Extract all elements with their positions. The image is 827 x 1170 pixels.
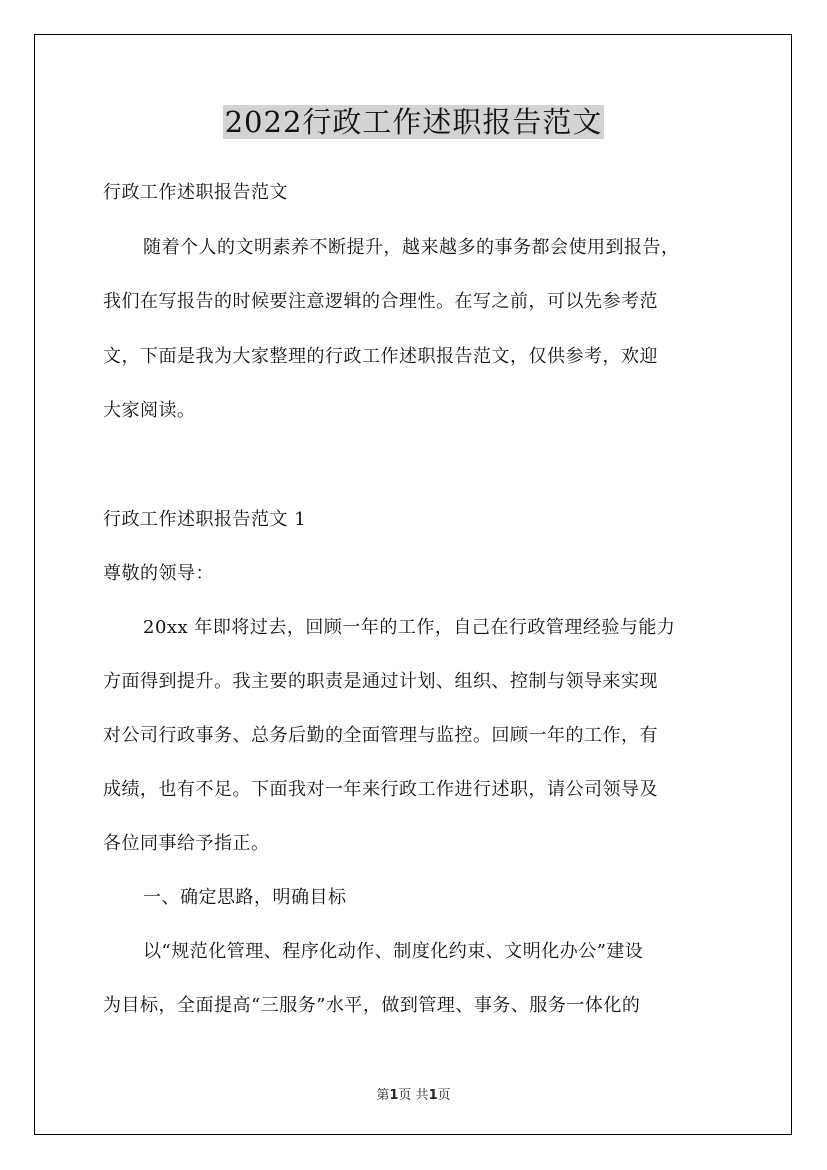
- document-title: [0, 100, 827, 144]
- intro-line-1: 随着个人的文明素养不断提升，越来越多的事务都会使用到报告，: [143, 237, 680, 258]
- footer-suffix: 页: [437, 1088, 451, 1103]
- section-heading: 行政工作述职报告范文 1: [103, 509, 307, 530]
- body-line-2: 方面得到提升。我主要的职责是通过计划、组织、控制与领导来实现: [103, 671, 658, 692]
- intro-line-3: 文，下面是我为大家整理的行政工作述职报告范文，仅供参考，欢迎: [103, 346, 658, 367]
- page-footer: [0, 1084, 827, 1103]
- body-line-4: 成绩，也有不足。下面我对一年来行政工作进行述职，请公司领导及: [103, 779, 658, 800]
- footer-middle: 页 共: [398, 1088, 429, 1103]
- body-line-5: 各位同事给予指正。: [103, 833, 270, 854]
- point-heading: 一、确定思路，明确目标: [143, 887, 347, 908]
- title-text: 2022行政工作述职报告范文: [224, 105, 603, 139]
- point-line-2: 为目标，全面提高“三服务”水平，做到管理、事务、服务一体化的: [103, 995, 641, 1016]
- intro-line-2: 我们在写报告的时候要注意逻辑的合理性。在写之前，可以先参考范: [103, 291, 658, 312]
- intro-line-4: 大家阅读。: [103, 400, 196, 421]
- footer-page-total: 1: [428, 1088, 438, 1103]
- footer-page-number: 1: [389, 1088, 399, 1103]
- body-line-1: 20xx 年即将过去，回顾一年的工作，自己在行政管理经验与能力: [143, 617, 676, 638]
- salutation: 尊敬的领导：: [103, 563, 214, 584]
- document-subtitle: 行政工作述职报告范文: [103, 182, 288, 203]
- point-line-1: 以“规范化管理、程序化动作、制度化约束、文明化办公”建设: [143, 941, 644, 962]
- footer-prefix: 第: [376, 1088, 390, 1103]
- body-line-3: 对公司行政事务、总务后勤的全面管理与监控。回顾一年的工作，有: [103, 725, 658, 746]
